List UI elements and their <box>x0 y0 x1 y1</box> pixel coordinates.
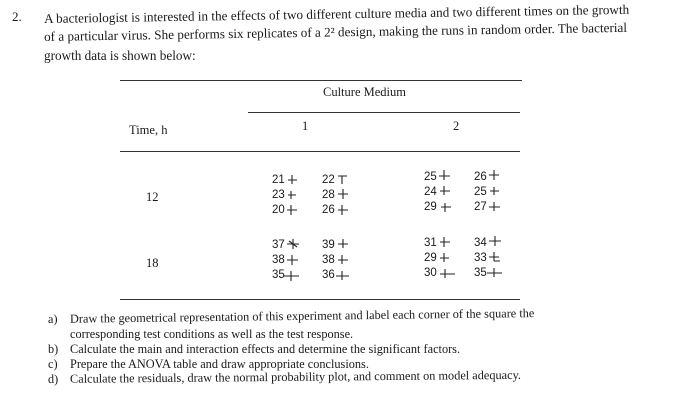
question-text-line: growth data is shown below: <box>44 48 196 63</box>
data-value: 38 <box>272 254 285 266</box>
data-value: 22 <box>322 174 335 186</box>
row-header: Time, h <box>129 123 168 137</box>
data-value: 36 <box>322 269 335 281</box>
part-label: a) <box>47 311 58 326</box>
data-value: 21 <box>272 174 285 186</box>
row-label-time-12: 12 <box>146 190 159 204</box>
part-text: Draw the geometrical representation of this experiment and label each corner of the square the <box>69 306 535 326</box>
table-medium-rule <box>248 112 520 113</box>
data-value: 24 <box>424 186 437 198</box>
data-cell-group <box>322 173 335 218</box>
question-parts <box>47 306 535 387</box>
data-value: 28 <box>322 189 335 201</box>
data-cell-group <box>474 236 487 281</box>
column-header-medium-2: 2 <box>453 119 460 133</box>
question-text-line: of a particular virus. She performs six replicates of a 2² design, making the runs in random order. The bacterial <box>43 19 628 44</box>
data-value: 35 <box>474 267 487 279</box>
question-text-line: A bacteriologist is interested in the effects of two different culture media and two different times on the growth <box>43 1 630 26</box>
data-value: 30 <box>424 267 437 279</box>
data-value: 31 <box>424 237 437 249</box>
data-cell-group <box>424 236 437 281</box>
row-label-time-18: 18 <box>146 256 159 270</box>
part-text: Calculate the residuals, draw the normal probability plot, and comment on model adequacy. <box>69 367 522 386</box>
data-cell-group <box>424 170 437 215</box>
data-value: 34 <box>474 237 487 249</box>
data-value: 35 <box>272 269 285 281</box>
question-part-a-continued <box>48 327 534 342</box>
part-text: corresponding test conditions as well as the test response. <box>70 327 354 341</box>
part-label: b) <box>48 342 59 356</box>
question-part-d <box>48 368 534 387</box>
table-top-rule <box>120 80 522 81</box>
data-value: 27 <box>474 201 487 213</box>
part-text: Calculate the main and interaction effects and determine the significant factors. <box>70 342 461 356</box>
part-label: c) <box>48 357 58 371</box>
data-value: 33 <box>474 252 487 264</box>
part-text: Prepare the ANOVA table and draw appropriate conclusions. <box>70 357 369 371</box>
data-cell-group <box>272 238 285 283</box>
question-part-a <box>48 306 535 327</box>
table-bottom-rule <box>120 299 520 300</box>
column-header-medium-1: 1 <box>302 119 309 133</box>
question-part-b <box>48 342 534 357</box>
data-value: 20 <box>272 204 285 216</box>
data-cell-group <box>272 173 285 218</box>
data-value: 26 <box>474 171 487 183</box>
question-number: 2. <box>12 9 22 24</box>
part-label: d) <box>47 371 59 386</box>
data-value: 39 <box>322 239 335 251</box>
table-header-rule <box>120 151 520 152</box>
data-value: 23 <box>272 189 285 201</box>
data-value: 25 <box>474 186 487 198</box>
data-value: 38 <box>322 254 335 266</box>
data-value: 26 <box>322 204 335 216</box>
data-value: 29 <box>424 252 437 264</box>
table-title: Culture Medium <box>323 85 406 99</box>
data-value: 37 <box>272 239 285 251</box>
data-value: 25 <box>424 171 437 183</box>
data-value: 29 <box>424 201 437 213</box>
data-cell-group <box>474 170 487 215</box>
data-cell-group <box>322 238 335 283</box>
